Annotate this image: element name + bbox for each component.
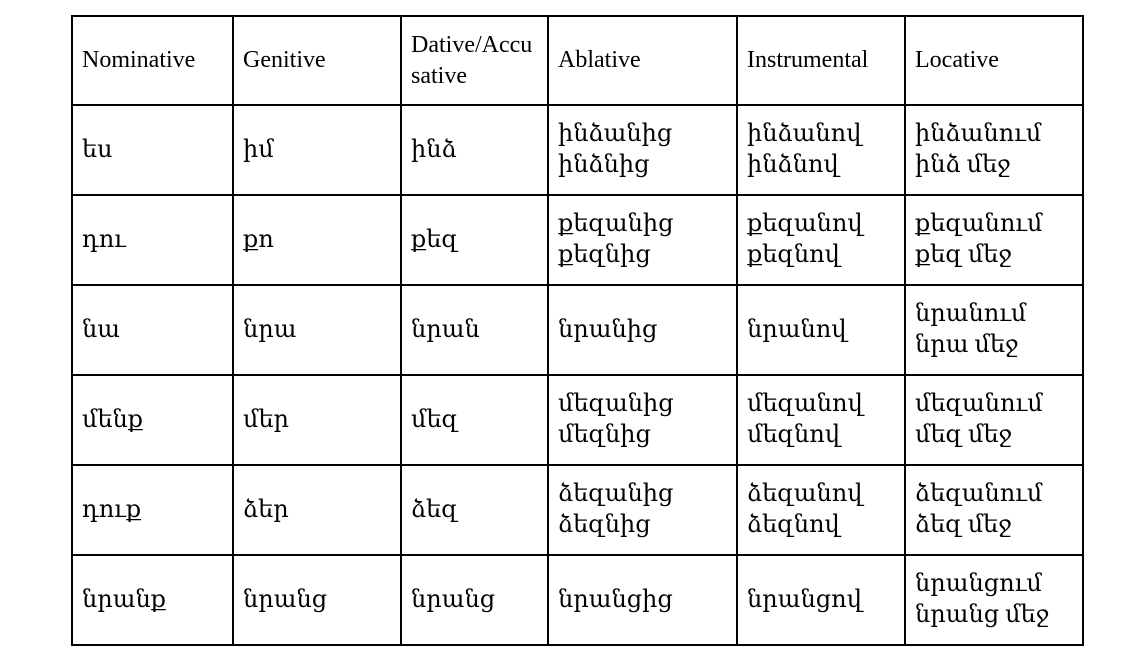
cell-dative-accusative: ինձ (401, 105, 548, 195)
form-line: ձեզ մեջ (915, 512, 1012, 538)
form-line: ինձանում (915, 121, 1042, 147)
cell-nominative: դուք (72, 465, 233, 555)
cell-ablative (548, 105, 737, 195)
form-line: ինձնով (747, 152, 839, 178)
form-line: քեզանով (747, 211, 863, 237)
form-line: քեզանից (558, 211, 674, 237)
cell-nominative: դու (72, 195, 233, 285)
header-row (72, 16, 1083, 105)
cell-instrumental (737, 555, 905, 645)
form-line: նրա մեջ (915, 332, 1019, 358)
table-row (72, 375, 1083, 465)
cell-genitive: նրա (233, 285, 401, 375)
header-nominative: Nominative (72, 16, 233, 105)
cell-ablative (548, 285, 737, 375)
declension-table (71, 15, 1084, 646)
cell-nominative: ես (72, 105, 233, 195)
table-row (72, 195, 1083, 285)
cell-ablative (548, 555, 737, 645)
cell-instrumental (737, 195, 905, 285)
form-line: քեզնից (558, 242, 651, 268)
header-genitive: Genitive (233, 16, 401, 105)
cell-locative (905, 375, 1083, 465)
form-line: նրանում (915, 301, 1027, 327)
form-line: մեզանով (747, 391, 863, 417)
table-row (72, 555, 1083, 645)
cell-nominative: նրանք (72, 555, 233, 645)
form-line: մեզանում (915, 391, 1043, 417)
form-line: քեզնով (747, 242, 840, 268)
form-line: ինձնից (558, 152, 650, 178)
cell-locative (905, 195, 1083, 285)
cell-ablative (548, 375, 737, 465)
form-line: ձեզանում (915, 481, 1043, 507)
cell-nominative: մենք (72, 375, 233, 465)
table-row (72, 285, 1083, 375)
form-line: մեզանից (558, 391, 674, 417)
cell-dative-accusative: նրան (401, 285, 548, 375)
cell-genitive: նրանց (233, 555, 401, 645)
cell-ablative (548, 465, 737, 555)
cell-instrumental (737, 105, 905, 195)
cell-instrumental (737, 285, 905, 375)
cell-genitive: իմ (233, 105, 401, 195)
cell-dative-accusative: քեզ (401, 195, 548, 285)
header-instrumental: Instrumental (737, 16, 905, 105)
form-line: քեզ մեջ (915, 242, 1012, 268)
form-line: մեզ մեջ (915, 422, 1013, 448)
form-line: նրանից (558, 316, 658, 343)
table-row (72, 465, 1083, 555)
form-line: ինձ մեջ (915, 152, 1011, 178)
cell-genitive: ձեր (233, 465, 401, 555)
form-line: ինձանով (747, 121, 862, 147)
form-line: մեզնով (747, 422, 840, 448)
form-line: նրանցում (915, 571, 1042, 597)
cell-genitive: քո (233, 195, 401, 285)
header-dative-accusative: Dative/Accusative (401, 16, 548, 105)
cell-locative (905, 105, 1083, 195)
form-line: ձեզանով (747, 481, 863, 507)
cell-dative-accusative: մեզ (401, 375, 548, 465)
form-line: ձեզանից (558, 481, 674, 507)
cell-genitive: մեր (233, 375, 401, 465)
form-line: ինձանից (558, 121, 673, 147)
form-line: քեզանում (915, 211, 1043, 237)
form-line: նրանով (747, 316, 847, 343)
cell-instrumental (737, 465, 905, 555)
cell-dative-accusative: նրանց (401, 555, 548, 645)
form-line: մեզնից (558, 422, 651, 448)
header-ablative: Ablative (548, 16, 737, 105)
cell-nominative: նա (72, 285, 233, 375)
cell-locative (905, 465, 1083, 555)
form-line: նրանցից (558, 586, 673, 613)
cell-locative (905, 285, 1083, 375)
form-line: նրանց մեջ (915, 602, 1050, 628)
table-body (72, 105, 1083, 645)
form-line: ձեզնից (558, 512, 651, 538)
cell-ablative (548, 195, 737, 285)
table-row (72, 105, 1083, 195)
form-line: նրանցով (747, 586, 862, 613)
cell-locative (905, 555, 1083, 645)
cell-instrumental (737, 375, 905, 465)
form-line: ձեզնով (747, 512, 840, 538)
cell-dative-accusative: ձեզ (401, 465, 548, 555)
header-locative: Locative (905, 16, 1083, 105)
